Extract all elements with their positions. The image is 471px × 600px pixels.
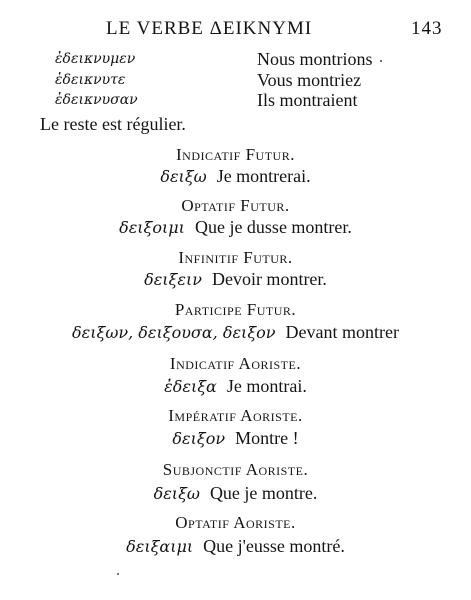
section-heading-indicatif-futur: Indicatif Futur. [176,145,295,164]
greek-form: δειξον [172,429,226,448]
section-line-participe-futur [0,322,471,343]
imperfect-greek-3: ἐδεικνυσαν [55,92,138,108]
imperfect-french-1: Nous montrions [257,49,373,69]
section-line-optatif-aoriste [0,536,471,557]
french-translation: Devoir montrer. [211,269,327,289]
french-translation: Que je montre. [209,483,318,503]
greek-form: δειξοιμι [119,218,185,237]
section-line-imperatif-aoriste [0,428,471,449]
section-line-subjonctif-aoriste [0,483,471,504]
french-translation: Que je dusse montrer. [194,217,352,237]
french-translation: Je montrai. [226,376,307,396]
imperfect-greek-1: ἐδεικνυμεν [55,51,136,67]
section-heading-indicatif-aoriste: Indicatif Aoriste. [169,354,302,373]
greek-form: δειξω [160,167,207,186]
section-heading-imperatif-aoriste: Impératif Aoriste. [168,406,303,425]
scan-speck [380,60,382,62]
imperfect-french-2: Vous montriez [257,70,362,90]
section-heading-optatif-aoriste: Optatif Aoriste. [175,513,296,532]
page-number: 143 [411,18,443,39]
note-text: Le reste est régulier. [40,114,186,134]
section-line-indicatif-futur [0,166,471,187]
imperfect-greek-2: ἐδεικνυτε [55,72,126,88]
greek-form: δειξαιμι [126,537,194,556]
greek-form: ἐδειξα [164,377,217,396]
scan-speck [117,573,119,575]
section-heading-participe-futur: Participe Futur. [174,300,297,319]
greek-form: δειξειν [144,270,202,289]
imperfect-french-3: Ils montraient [257,90,358,110]
section-heading-subjonctif-aoriste: Subjonctif Aoriste. [162,460,309,479]
greek-form: δειξω [153,484,200,503]
section-heading-optatif-futur: Optatif Futur. [181,196,290,215]
french-translation: Devant montrer [285,322,399,342]
section-line-optatif-futur [0,217,471,238]
greek-form: δειξων, δειξουσα, δειξον [72,323,276,342]
french-translation: Que j'eusse montré. [203,536,345,556]
french-translation: Montre ! [235,428,299,448]
running-header-title: LE VERBE ΔΕΙΚΝΥΜΙ [106,18,313,39]
section-line-infinitif-futur [0,269,471,290]
section-line-indicatif-aoriste [0,376,471,397]
french-translation: Je montrerai. [216,166,311,186]
section-heading-infinitif-futur: Infinitif Futur. [178,248,293,267]
